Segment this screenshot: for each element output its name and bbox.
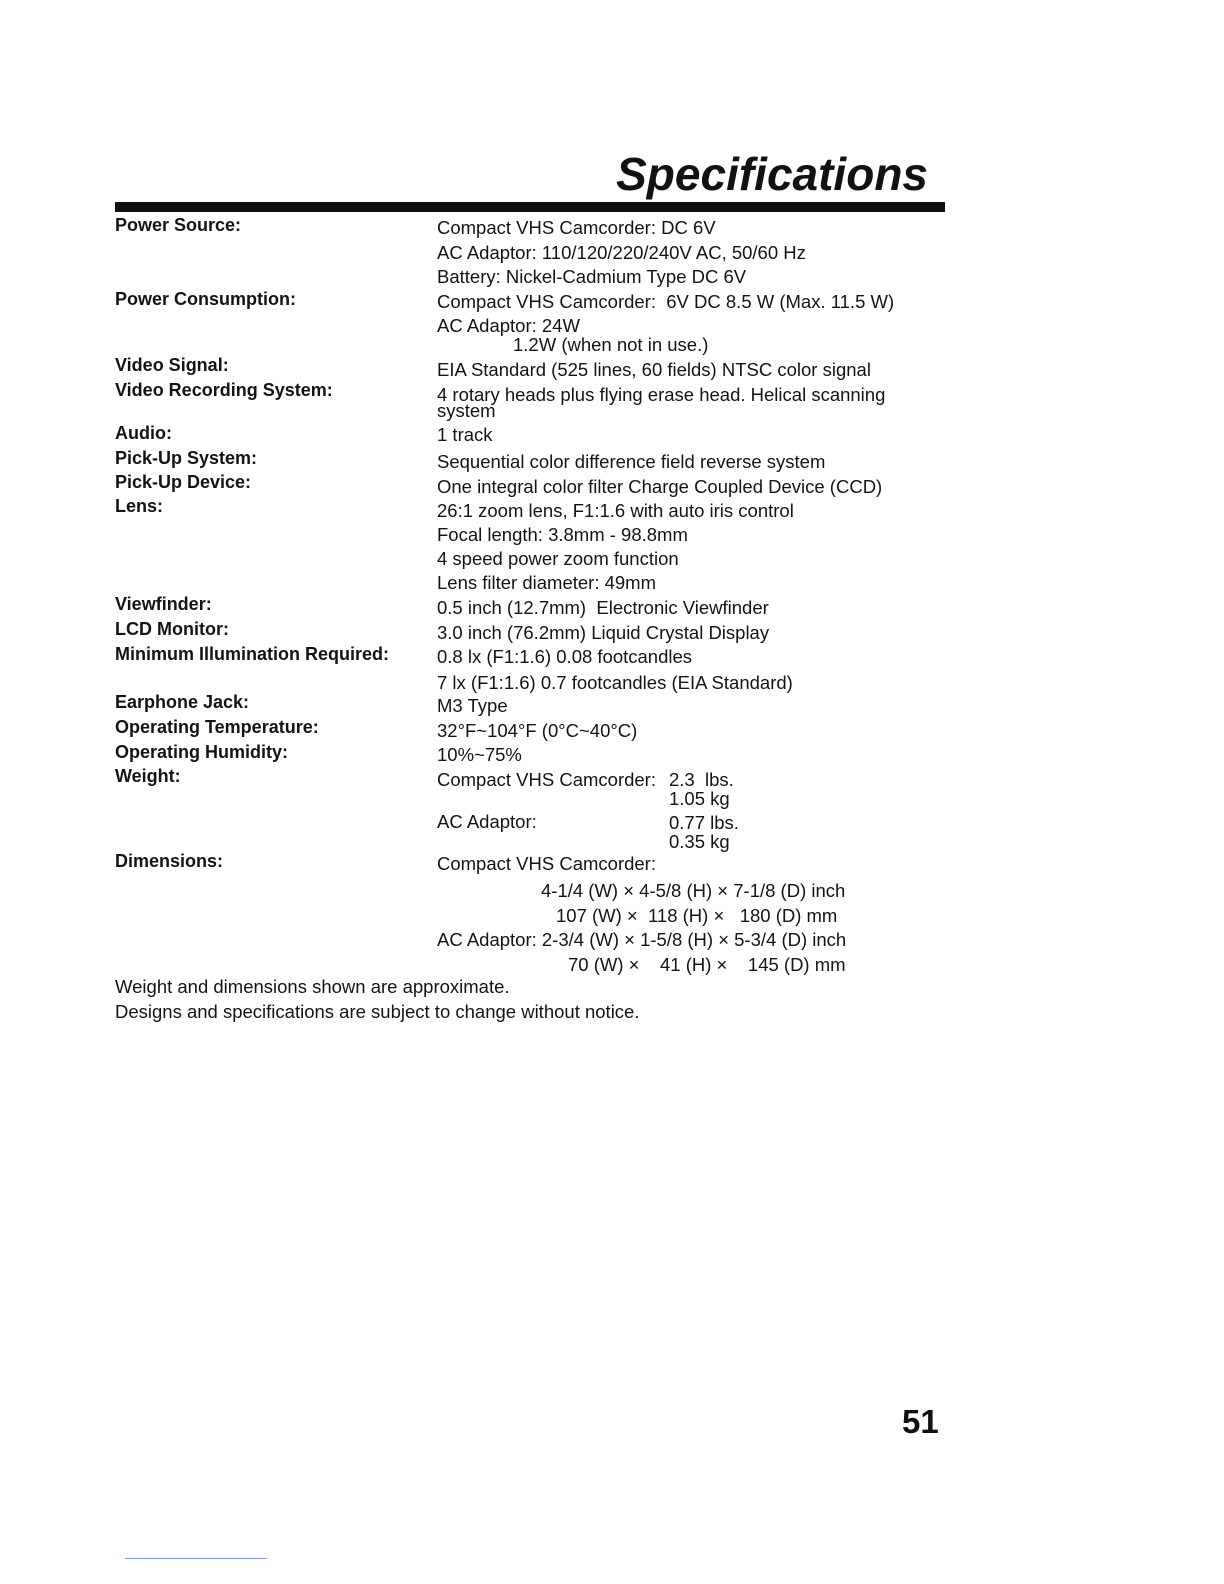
spec-label-viewfinder: Viewfinder:: [115, 594, 212, 614]
spec-value: 70 (W) × 41 (H) × 145 (D) mm: [568, 954, 846, 975]
spec-label-video-signal: Video Signal:: [115, 355, 229, 375]
spec-label-power-consumption: Power Consumption:: [115, 289, 296, 309]
spec-value: 3.0 inch (76.2mm) Liquid Crystal Display: [437, 622, 770, 643]
spec-label-audio: Audio:: [115, 423, 172, 443]
spec-value: Compact VHS Camcorder: DC 6V: [437, 217, 716, 238]
spec-value: AC Adaptor: 110/120/220/240V AC, 50/60 Hz: [437, 242, 806, 263]
spec-value: 2.3 lbs.: [669, 769, 734, 790]
spec-value: 26:1 zoom lens, F1:1.6 with auto iris control: [437, 500, 794, 521]
spec-value: AC Adaptor: 2-3/4 (W) × 1-5/8 (H) × 5-3/4 (D) inch: [437, 929, 847, 950]
spec-label-power-source: Power Source:: [115, 215, 242, 235]
spec-value: 1 track: [437, 424, 493, 445]
spec-value: 7 lx (F1:1.6) 0.7 footcandles (EIA Standard): [437, 672, 793, 693]
spec-value: system: [437, 400, 496, 421]
spec-value: 4 speed power zoom function: [437, 548, 679, 569]
spec-value: 0.77 lbs.: [669, 812, 739, 833]
spec-value: 4-1/4 (W) × 4-5/8 (H) × 7-1/8 (D) inch: [541, 880, 846, 901]
spec-value: Compact VHS Camcorder:: [437, 769, 656, 790]
page-number: 51: [902, 1403, 939, 1440]
spec-label-weight: Weight:: [115, 766, 181, 786]
spec-value: 1.05 kg: [669, 788, 730, 809]
spec-value: Battery: Nickel-Cadmium Type DC 6V: [437, 266, 747, 287]
spec-value: 0.8 lx (F1:1.6) 0.08 footcandles: [437, 646, 693, 667]
spec-value: Compact VHS Camcorder:: [437, 853, 656, 874]
spec-label-operating-humidity: Operating Humidity:: [115, 742, 289, 762]
spec-label-dimensions: Dimensions:: [115, 851, 224, 871]
spec-label-minimum-illumination: Minimum Illumination Required:: [115, 644, 389, 664]
spec-value: 0.35 kg: [669, 831, 730, 852]
spec-label-video-recording-system: Video Recording System:: [115, 380, 333, 400]
spec-value: 107 (W) × 118 (H) × 180 (D) mm: [556, 905, 838, 926]
footnote-change-notice: Designs and specifications are subject to change without notice.: [115, 1001, 640, 1022]
spec-value: 0.5 inch (12.7mm) Electronic Viewfinder: [437, 597, 769, 618]
spec-value: 10%~75%: [437, 744, 522, 765]
spec-label-operating-temperature: Operating Temperature:: [115, 717, 319, 737]
spec-value: Sequential color difference field reverse system: [437, 451, 826, 472]
spec-value: 1.2W (when not in use.): [513, 334, 709, 355]
spec-label-earphone-jack: Earphone Jack:: [115, 692, 250, 712]
page-title: Specifications: [616, 148, 928, 200]
spec-label-lens: Lens:: [115, 496, 164, 516]
spec-value: 32°F~104°F (0°C~40°C): [437, 720, 638, 741]
spec-value: One integral color filter Charge Coupled Device (CCD): [437, 476, 883, 497]
title-rule: [115, 202, 945, 212]
spec-label-pickup-system: Pick-Up System:: [115, 448, 258, 468]
spec-label-lcd-monitor: LCD Monitor:: [115, 619, 229, 639]
spec-value: Compact VHS Camcorder: 6V DC 8.5 W (Max. 11.5 W): [437, 291, 895, 312]
scan-artifact-line: [125, 1558, 267, 1559]
spec-value: AC Adaptor: 24W: [437, 315, 580, 336]
spec-value: Focal length: 3.8mm - 98.8mm: [437, 524, 688, 545]
spec-value: M3 Type: [437, 695, 508, 716]
spec-value: Lens filter diameter: 49mm: [437, 572, 657, 593]
spec-label-pickup-device: Pick-Up Device:: [115, 472, 252, 492]
footnote-approximate: Weight and dimensions shown are approximate.: [115, 976, 510, 997]
spec-value: EIA Standard (525 lines, 60 fields) NTSC color signal: [437, 359, 871, 380]
spec-value: 4 rotary heads plus flying erase head. Helical scanning: [437, 384, 886, 405]
spec-value: AC Adaptor:: [437, 811, 537, 832]
